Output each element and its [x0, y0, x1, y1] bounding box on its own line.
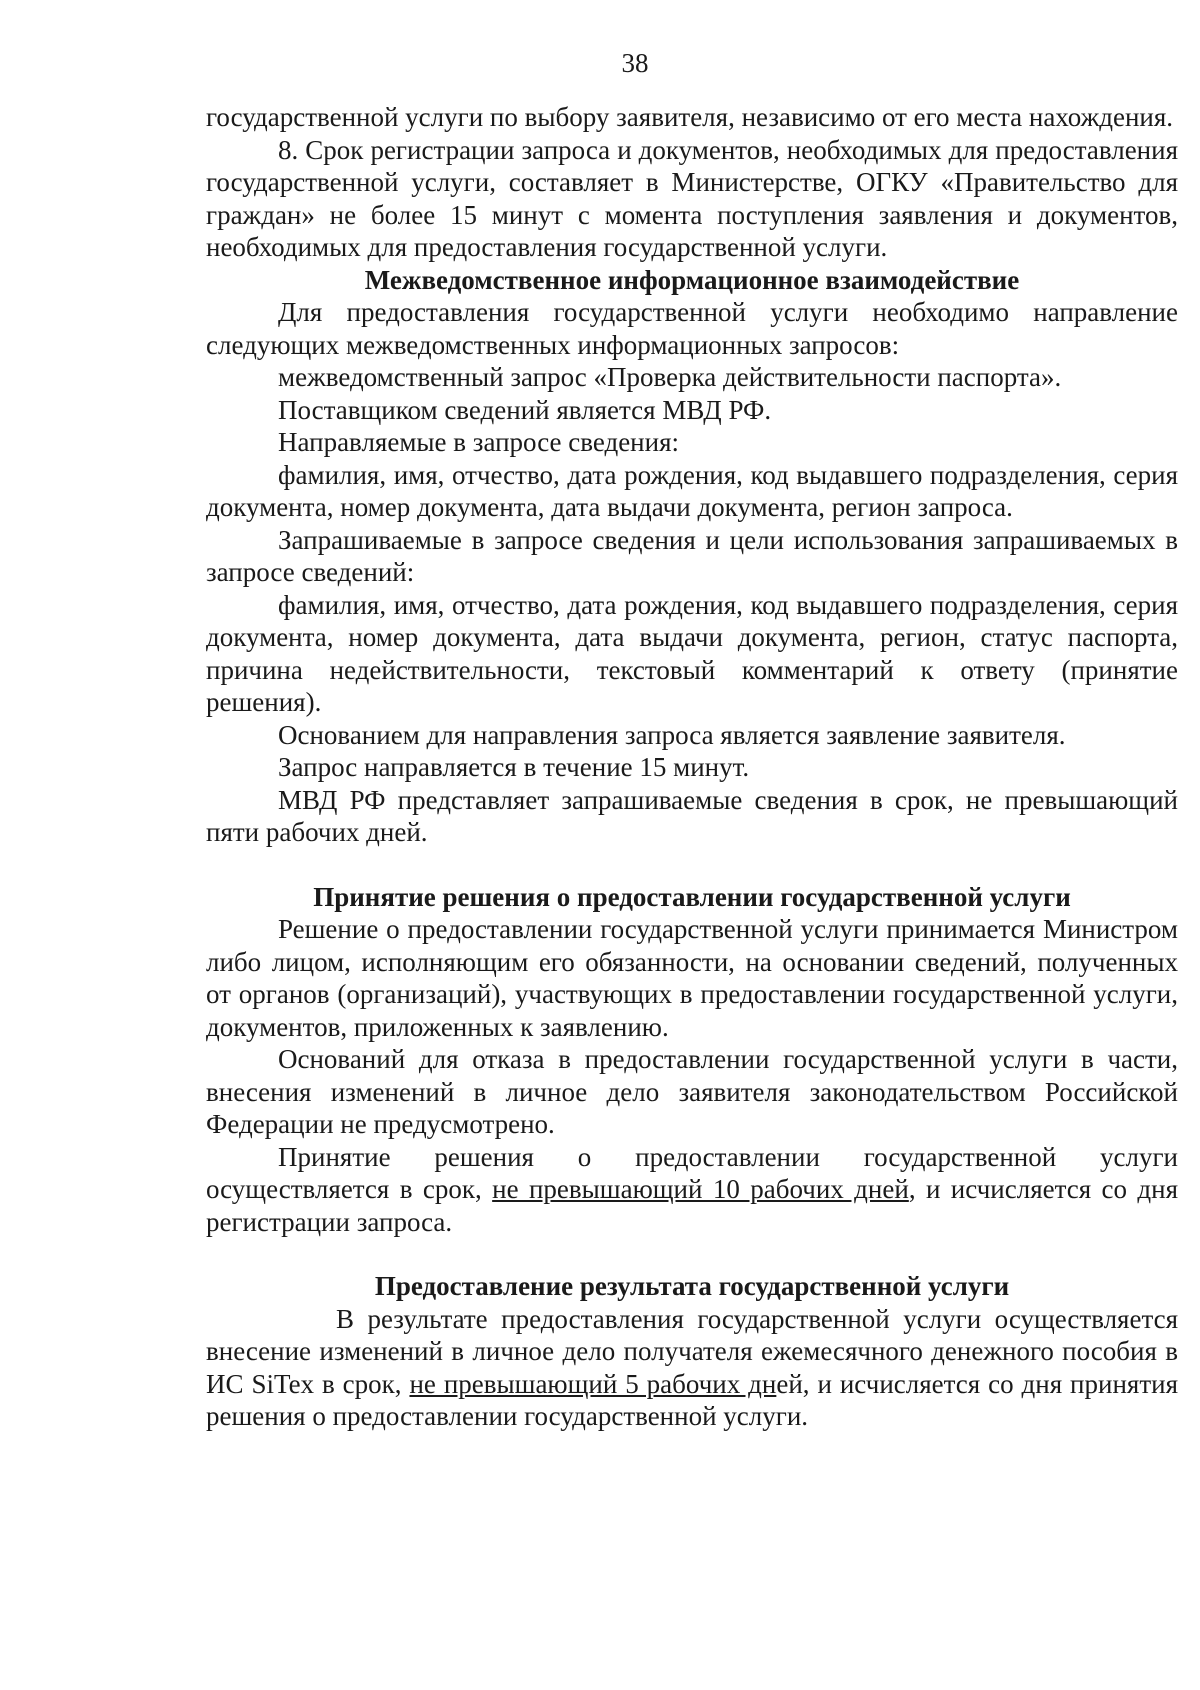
paragraph: Для предоставления государственной услуги необходимо направление следующих межведомственных информационных запросов: — [206, 297, 1178, 360]
paragraph: Запрос направляется в течение 15 минут. — [278, 752, 750, 782]
section-heading: Предоставление результата государственной услуги — [374, 1271, 1010, 1301]
paragraph: Оснований для отказа в предоставлении государственной услуги в части, внесения изменений в личное дело заявителя законодательством Российской Федерации не предусмотрено. — [206, 1044, 1178, 1139]
paragraph: Решение о предоставлении государственной услуги принимается Министром либо лицом, исполняющим его обязанности, на основании сведений, полученных от органов (организаций), участвующих в предоставлении государственной услуги, документов, приложенных к заявлению. — [206, 914, 1178, 1042]
section-heading: Межведомственное информационное взаимодействие — [364, 264, 1020, 295]
section-heading: Принятие решения о предоставлении государственной услуги — [313, 881, 1071, 912]
text-span: ей, и исчисляется со дня принятия решения о предоставлении государственной услуги. — [206, 1368, 1178, 1431]
paragraph: Запрашиваемые в запросе сведения и цели использования запрашиваемых в запросе сведений: — [206, 524, 1178, 587]
paragraph: фамилия, имя, отчество, дата рождения, код выдавшего подразделения, серия документа, номер документа, дата выдачи документа, регион, статус паспорта, причина недействительности, текстовый комментарий к ответу (принятие решения). — [206, 589, 1178, 717]
text-span: Принятие решения о предоставлении государственной услуги осуществляется в срок, — [206, 1141, 1178, 1204]
paragraph: Направляемые в запросе сведения: — [278, 427, 679, 457]
page-number: 38 — [621, 48, 649, 78]
paragraph — [206, 1303, 1178, 1433]
paragraph: Поставщиком сведений является МВД РФ. — [278, 394, 772, 425]
document-body — [206, 101, 1178, 1433]
paragraph: фамилия, имя, отчество, дата рождения, код выдавшего подразделения, серия документа, номер документа, дата выдачи документа, регион запроса. — [206, 459, 1178, 522]
text-span: , и исчисляется со дня регистрации запроса. — [206, 1174, 1179, 1237]
paragraph: Основанием для направления запроса является заявление заявителя. — [278, 719, 1066, 750]
paragraph: государственной услуги по выбору заявителя, независимо от его места нахождения. — [206, 102, 1174, 132]
underlined-deadline: не превышающий 5 рабочих дн — [409, 1368, 777, 1399]
paragraph: МВД РФ представляет запрашиваемые сведения в срок, не превышающий пяти рабочих дней. — [206, 784, 1178, 847]
underlined-deadline: не превышающий 10 рабочих дней — [492, 1174, 909, 1204]
paragraph: межведомственный запрос «Проверка действительности паспорта». — [278, 362, 1062, 392]
paragraph — [206, 1141, 1178, 1239]
text-span: В результате предоставления государственной услуги осуществляется внесение изменений в личное дело получателя ежемесячного денежного пособия в ИС SiTex в срок, — [206, 1303, 1178, 1399]
paragraph: 8. Срок регистрации запроса и документов, необходимых для предоставления государственной услуги, составляет в Министерстве, ОГКУ «Правительство для граждан» не более 15 минут с момента поступления заявления и документов, необходимых для предоставления государственной услуги. — [206, 134, 1178, 262]
